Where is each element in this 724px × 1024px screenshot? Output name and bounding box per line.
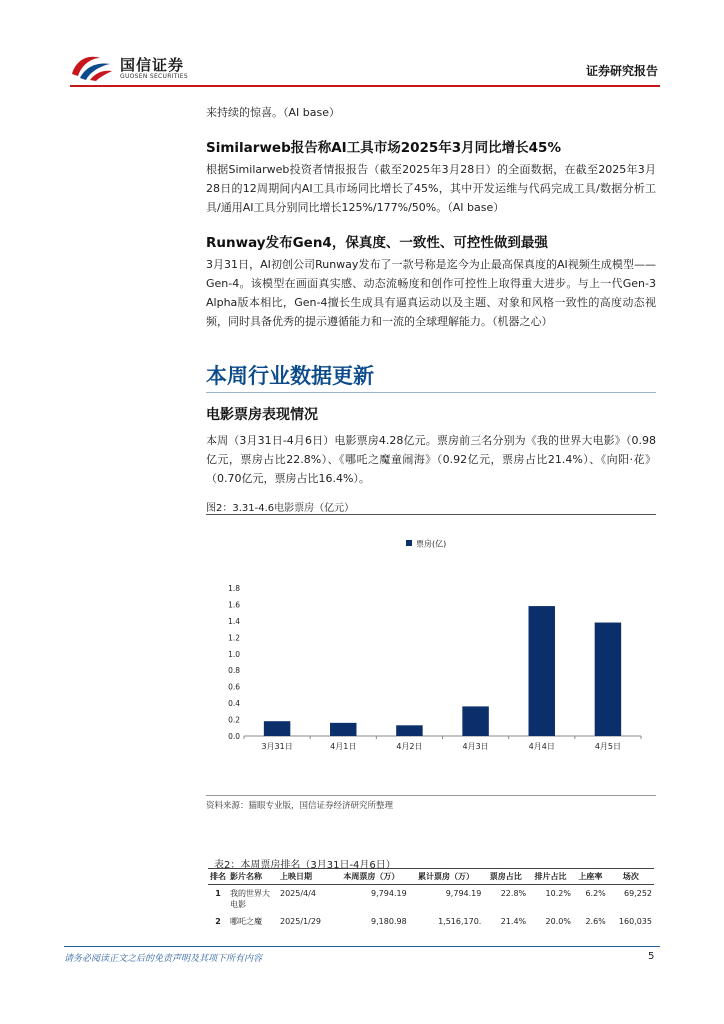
bar-4月4日 bbox=[529, 606, 555, 736]
box-office-bar-chart bbox=[206, 516, 656, 794]
bar-4月2日 bbox=[396, 725, 422, 736]
bar-3月31日 bbox=[264, 721, 290, 736]
figure-source: 资料来源：猫眼专业版，国信证券经济研究所整理 bbox=[206, 801, 394, 811]
y-tick-label: 1.6 bbox=[228, 600, 240, 610]
cell-rank: 2 bbox=[215, 917, 221, 926]
x-tick-label: 4月4日 bbox=[528, 742, 555, 751]
section-title-runway: Runway发布Gen4，保真度、一致性、可控性做到最强 bbox=[206, 235, 548, 251]
report-type-label: 证券研究报告 bbox=[585, 64, 658, 78]
header-film: 影片名称 bbox=[228, 869, 278, 885]
table-header-row bbox=[208, 869, 654, 885]
intro-line: 来持续的惊喜。（AI base） bbox=[206, 106, 340, 119]
cell-film: 哪吒之魔 bbox=[230, 917, 262, 926]
company-logo bbox=[70, 52, 210, 84]
cell-film: 我的世界大电影 bbox=[230, 889, 270, 909]
cell-rank: 1 bbox=[215, 889, 221, 898]
cell-screening-share: 20.0% bbox=[545, 917, 571, 926]
y-tick-label: 0.0 bbox=[228, 732, 240, 741]
section-title-similarweb: Similarweb报告称AI工具市场2025年3月同比增长45% bbox=[206, 140, 561, 156]
x-tick-label: 4月5日 bbox=[594, 742, 622, 751]
figure-top-rule bbox=[206, 514, 656, 515]
logo-english-name: GUOSEN SECURITIES bbox=[120, 73, 189, 80]
y-tick-label: 0.6 bbox=[228, 682, 240, 692]
cell-cumulative-box: 1,516,170. bbox=[438, 917, 482, 926]
bar-4月1日 bbox=[330, 723, 356, 736]
table-row bbox=[208, 913, 654, 930]
main-heading-rule bbox=[206, 392, 656, 393]
table-row bbox=[208, 885, 654, 914]
cell-cumulative-box: 9,794.19 bbox=[445, 889, 482, 898]
cell-box-share: 22.8% bbox=[500, 889, 527, 898]
cell-weekly-box: 9,794.19 bbox=[371, 889, 407, 898]
y-tick-label: 0.8 bbox=[228, 666, 240, 676]
figure-bottom-rule bbox=[206, 795, 656, 796]
subsection-text-box-office: 本周（3月31日-4月6日）电影票房4.28亿元。票房前三名分别为《我的世界大电影》（0.98亿元，票房占比22.8%）、《哪吒之魔童闹海》（0.92亿元，票房占比21.4%）、《向阳·花》（0.70亿元，票房占比16.4%）。 bbox=[206, 434, 656, 485]
guosen-logo-icon bbox=[70, 52, 114, 82]
figure-caption: 图2：3.31-4.6电影票房（亿元） bbox=[206, 503, 355, 514]
cell-screening-share: 10.2% bbox=[545, 889, 571, 898]
x-tick-label: 4月1日 bbox=[330, 742, 357, 751]
y-tick-label: 0.4 bbox=[228, 699, 240, 709]
cell-weekly-box: 9,180.98 bbox=[371, 917, 407, 926]
logo-chinese-name: 国信证券 bbox=[120, 56, 185, 74]
header-release-date: 上映日期 bbox=[278, 869, 334, 885]
y-tick-label: 1.4 bbox=[228, 616, 240, 626]
footer-disclaimer: 请务必阅读正文之后的免责声明及其项下所有内容 bbox=[64, 954, 263, 964]
section-text-similarweb: 根据Similarweb投资者情报报告（截至2025年3月28日）的全面数据，在截至2025年3月28日的12周期间内AI工具市场同比增长了45%，其中开发运维与代码完成工具/数据分析工具/通用AI工具分别同比增长125%/177%/50%。（AI base） bbox=[206, 163, 656, 214]
y-tick-label: 1.0 bbox=[228, 649, 240, 659]
x-tick-label: 3月31日 bbox=[261, 742, 293, 751]
header-attendance: 上座率 bbox=[573, 869, 608, 885]
box-office-ranking-table bbox=[208, 868, 654, 930]
header-weekly-box: 本周票房（万） bbox=[334, 869, 409, 885]
x-tick-label: 4月3日 bbox=[462, 742, 489, 751]
page-header bbox=[70, 50, 660, 86]
header-screening-share: 排片占比 bbox=[528, 869, 573, 885]
header-cumulative-box: 累计票房（万） bbox=[409, 869, 484, 885]
footer-divider bbox=[64, 946, 660, 947]
bar-4月5日 bbox=[595, 623, 621, 736]
x-tick-label: 4月2日 bbox=[396, 742, 423, 751]
cell-box-share: 21.4% bbox=[500, 917, 527, 926]
page-number: 5 bbox=[648, 951, 655, 962]
cell-attendance: 6.2% bbox=[585, 889, 606, 898]
y-tick-label: 1.8 bbox=[228, 584, 240, 593]
table-caption: 表2：本周票房排名（3月31日-4月6日） bbox=[214, 860, 396, 871]
cell-sessions: 69,252 bbox=[624, 889, 652, 898]
main-heading: 本周行业数据更新 bbox=[206, 364, 374, 388]
cell-release-date: 2025/4/4 bbox=[280, 889, 316, 898]
cell-sessions: 160,035 bbox=[618, 917, 652, 926]
header-box-share: 票房占比 bbox=[483, 869, 528, 885]
y-tick-label: 1.2 bbox=[228, 633, 240, 643]
legend-label: 票房(亿) bbox=[416, 539, 447, 549]
header-divider bbox=[70, 85, 660, 87]
header-rank: 排名 bbox=[208, 869, 228, 885]
cell-release-date: 2025/1/29 bbox=[280, 917, 322, 926]
subsection-title-box-office: 电影票房表现情况 bbox=[206, 407, 318, 423]
header-sessions: 场次 bbox=[608, 869, 654, 885]
section-text-runway: 3月31日，AI初创公司Runway发布了一款号称是迄今为止最高保真度的AI视频生成模型——Gen-4。该模型在画面真实感、动态流畅度和创作可控性上取得重大进步。与上一代Gen-3 Alpha版本相比，Gen-4擅长生成具有逼真运动以及主题、对象和风格一致性的高度动态视频，同时具备优秀的提示遵循能力和一流的全球理解能力。（机器之心） bbox=[206, 258, 656, 328]
legend-swatch bbox=[406, 540, 412, 546]
cell-attendance: 2.6% bbox=[585, 917, 606, 926]
bar-4月3日 bbox=[462, 706, 488, 736]
y-tick-label: 0.2 bbox=[228, 715, 240, 725]
